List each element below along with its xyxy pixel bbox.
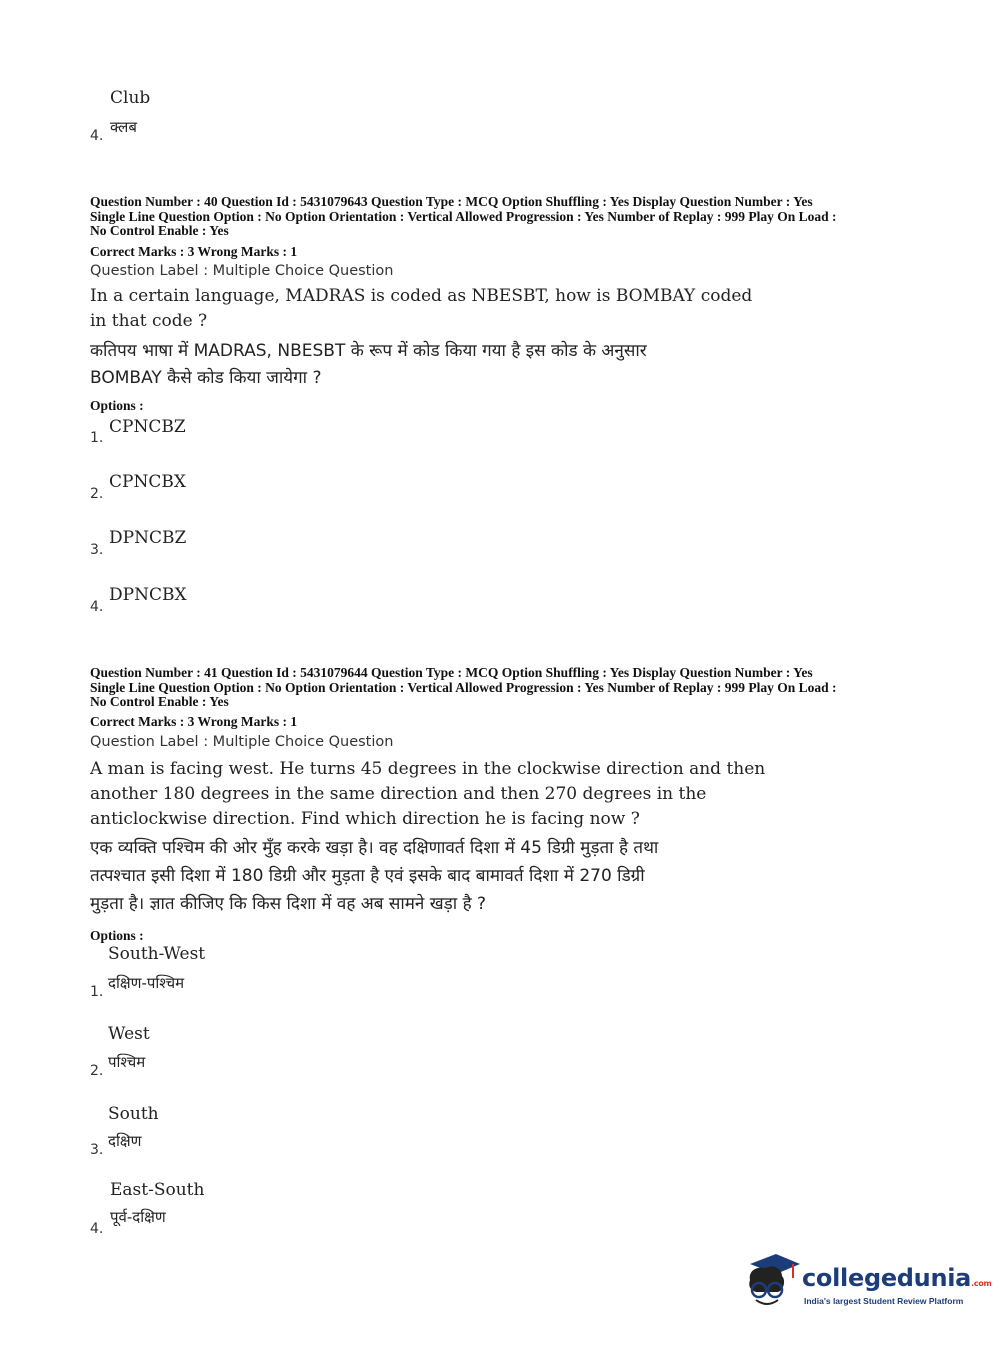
q41-option-1-number: 1. [90,984,104,1000]
q40-label: Question Label : Multiple Choice Question [90,263,394,279]
q40-meta-line1: Question Number : 40 Question Id : 5431079643 Question Type : MCQ Option Shuffling : Yes Display Question Number : Yes [90,194,813,209]
q40-meta-line2: Single Line Question Option : No Option Orientation : Vertical Allowed Progression : Yes Number of Replay : 999 Play On Load : [90,208,837,224]
option-4-number: 4. [90,128,104,144]
q40-en-line2: in that code ? [90,311,208,331]
q41-option-2-hi[interactable]: पश्चिम [108,1053,146,1071]
option-4-en: Club [110,88,151,108]
q41-option-1-en[interactable]: South-West [108,944,206,964]
q41-marks: Correct Marks : 3 Wrong Marks : 1 [90,714,298,729]
q41-meta-line3: No Control Enable : Yes [90,694,229,709]
q40-hi-line1: कतिपय भाषा में MADRAS, NBESBT के रूप में कोड किया गया है इस कोड के अनुसार [90,341,647,361]
q40-option-3-text[interactable]: DPNCBZ [109,528,187,548]
collegedunia-logo[interactable] [742,1250,992,1314]
q41-meta-line2: Single Line Question Option : No Option Orientation : Vertical Allowed Progression : Yes Number of Replay : 999 Play On Load : [90,679,837,695]
q41-option-3-number: 3. [90,1142,104,1158]
q41-label: Question Label : Multiple Choice Question [90,734,394,750]
q41-option-1-hi[interactable]: दक्षिण-पश्चिम [108,974,185,992]
q40-option-1-number: 1. [90,430,104,446]
q41-option-3-hi[interactable]: दक्षिण [108,1132,142,1150]
q40-question-hi [90,338,647,392]
q41-en-line3: anticlockwise direction. Find which direction he is facing now ? [90,809,640,829]
q41-meta [90,666,950,710]
q40-meta-line3: No Control Enable : Yes [90,223,229,238]
q41-option-4-hi[interactable]: पूर्व-दक्षिण [110,1208,166,1226]
q41-hi-line3: मुड़ता है। ज्ञात कीजिए कि किस दिशा में वह अब सामने खड़ा है ? [90,894,487,914]
q40-option-2-text[interactable]: CPNCBX [109,472,186,492]
q41-hi-line1: एक व्यक्ति पश्चिम की ओर मुँह करके खड़ा है। वह दक्षिणावर्त दिशा में 45 डिग्री मुड़ता है तथा [90,838,659,858]
q41-option-2-en[interactable]: West [108,1024,150,1044]
q40-meta [90,195,950,239]
q41-option-4-number: 4. [90,1221,104,1237]
q40-option-4-text[interactable]: DPNCBX [109,585,187,605]
brand-tagline: India's largest Student Review Platform [804,1296,964,1306]
q40-option-4-number: 4. [90,599,104,615]
q41-hi-line2: तत्पश्चात इसी दिशा में 180 डिग्री और मुड़ता है एवं इसके बाद बामावर्त दिशा में 270 डिग्री [90,866,645,886]
option-4-hi: क्लब [110,118,137,136]
q40-en-line1: In a certain language, MADRAS is coded as NBESBT, how is BOMBAY coded [90,286,753,306]
q41-en-line1: A man is facing west. He turns 45 degrees in the clockwise direction and then [90,759,766,779]
brand-suffix: .com [971,1279,992,1288]
q40-marks: Correct Marks : 3 Wrong Marks : 1 [90,244,298,259]
brand-name: collegedunia.com [802,1264,992,1292]
q40-question-en [90,284,752,334]
q40-options-heading: Options : [90,398,144,413]
q41-meta-line1: Question Number : 41 Question Id : 5431079644 Question Type : MCQ Option Shuffling : Yes Display Question Number : Yes [90,665,813,680]
q40-option-2-number: 2. [90,486,104,502]
q41-option-3-en[interactable]: South [108,1104,159,1124]
mascot-icon [742,1250,802,1310]
q40-option-1-text[interactable]: CPNCBZ [109,417,186,437]
q40-option-3-number: 3. [90,542,104,558]
q41-options-heading: Options : [90,928,144,943]
q41-option-4-en[interactable]: East-South [110,1180,205,1200]
q41-question-hi [90,834,658,918]
q41-en-line2: another 180 degrees in the same direction and then 270 degrees in the [90,784,707,804]
q41-question-en [90,757,765,832]
q41-option-2-number: 2. [90,1063,104,1079]
q40-hi-line2: BOMBAY कैसे कोड किया जायेगा ? [90,368,322,388]
